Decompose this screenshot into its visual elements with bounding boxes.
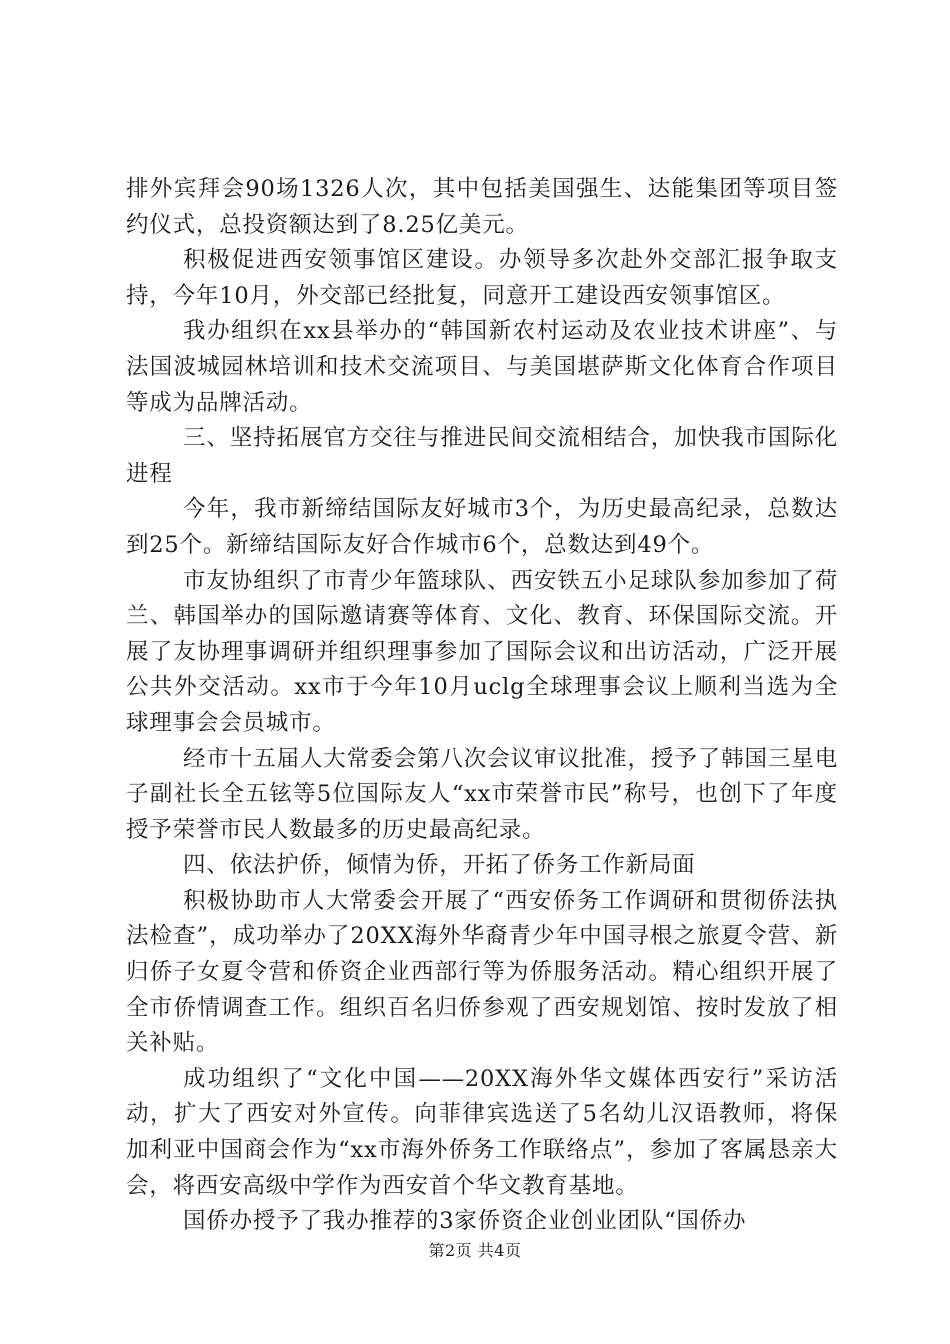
paragraph-consulate-district: 积极促进西安领事馆区建设。办领导多次赴外交部汇报争取支持，今年10月，外交部已经批复，同意开工建设西安领事馆区。 (126, 247, 838, 309)
section-heading-four: 四、依法护侨，倾情为侨，开拓了侨务工作新局面 (183, 852, 696, 879)
paragraph-media-tour: 成功组织了“文化中国——20XX海外华文媒体西安行”采访活动，扩大了西安对外宣传。向菲律宾选送了5名幼儿汉语教师，将保加利亚中国商会作为“xx市海外侨务工作联络点”，参加了客属恳亲大会，将西安高级中学作为西安首个华文教育基地。 (126, 1065, 838, 1199)
paragraph-enterprise-award: 国侨办授予了我办推荐的3家侨资企业创业团队“国侨办 (183, 1208, 747, 1235)
paragraph-overseas-chinese-law: 积极协助市人大常委会开展了“西安侨务工作调研和贯彻侨法执法检查”，成功举办了20XX海外华裔青少年中国寻根之旅夏令营、新归侨子女夏令营和侨资企业西部行等为侨服务活动。精心组织开展了全市侨情调查工作。组织百名归侨参观了西安规划馆、按时发放了相关补贴。 (126, 887, 838, 1057)
paragraph-brand-activities: 我办组织在xx县举办的“韩国新农村运动及农业技术讲座”、与法国波城园林培训和技术交流项目、与美国堪萨斯文化体育合作项目等成为品牌活动。 (126, 318, 838, 416)
paragraph-sister-cities: 今年，我市新缔结国际友好城市3个，为历史最高纪录，总数达到25个。新缔结国际友好合作城市6个，总数达到49个。 (126, 496, 838, 558)
paragraph-friendship-association: 市友协组织了市青少年篮球队、西安铁五小足球队参加参加了荷兰、韩国举办的国际邀请赛等体育、文化、教育、环保国际交流。开展了友协理事调研并组织理事参加了国际会议和出访活动，广泛开展公共外交活动。xx市于今年10月uclg全球理事会议上顺利当选为全球理事会会员城市。 (126, 567, 838, 736)
section-heading-three: 三、坚持拓展官方交往与推进民间交流相结合，加快我市国际化进程 (126, 425, 838, 487)
paragraph-continuation: 排外宾拜会90场1326人次，其中包括美国强生、达能集团等项目签约仪式，总投资额达到了8.25亿美元。 (126, 176, 838, 238)
paragraph-honorary-citizens: 经市十五届人大常委会第八次会议审议批准，授予了韩国三星电子副社长全五铉等5位国际友人“xx市荣誉市民”称号，也创下了年度授予荣誉市民人数最多的历史最高纪录。 (126, 745, 838, 843)
document-body (126, 172, 838, 1240)
page-number-footer: 第2页 共4页 (428, 1241, 522, 1260)
